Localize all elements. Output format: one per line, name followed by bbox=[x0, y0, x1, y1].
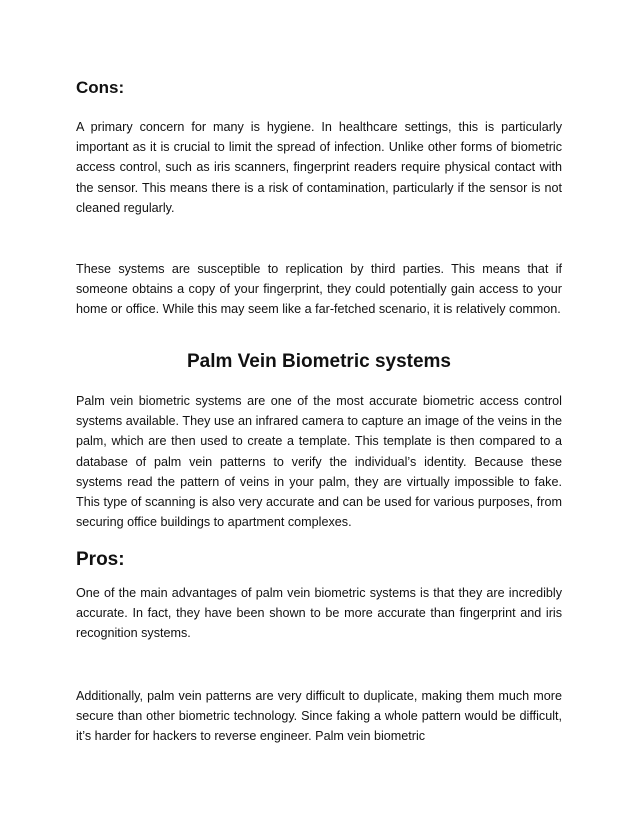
palm-vein-heading: Palm Vein Biometric systems bbox=[186, 351, 451, 372]
cons-paragraph-replication: These systems are susceptible to replication by third parties. This means that if someone obtains a copy of your fingerprint, they could potentially gain access to your home or office. While this may seem like a far-fetched scenario, it is relatively common. bbox=[76, 262, 562, 317]
pros-paragraph-security: Additionally, palm vein patterns are very difficult to duplicate, making them much more secure than other biometric technology. Since faking a whole pattern would be difficult, it’s harder for hackers to reverse engineer. Palm vein biometric bbox=[76, 689, 562, 744]
cons-paragraph-hygiene: A primary concern for many is hygiene. In healthcare settings, this is particularly important as it is crucial to limit the spread of infection. Unlike other forms of biometric access control, such as iris scanners, fingerprint readers require physical contact with the sensor. This means there is a risk of contamination, particularly if the sensor is not cleaned regularly. bbox=[76, 120, 562, 215]
palm-vein-paragraph: Palm vein biometric systems are one of the most accurate biometric access control systems available. They use an infrared camera to capture an image of the veins in the palm, which are then used to create a template. This template is then compared to a database of palm vein patterns to verify the individual’s identity. Because these systems read the pattern of veins in your palm, they are virtually impossible to fake. This type of scanning is also very accurate and can be used for various purposes, from securing office buildings to apartment complexes. bbox=[76, 394, 562, 530]
pros-paragraph-accuracy: One of the main advantages of palm vein biometric systems is that they are incredibly accurate. In fact, they have been shown to be more accurate than fingerprint and iris recognition systems. bbox=[76, 586, 562, 641]
pros-heading: Pros: bbox=[76, 549, 125, 570]
cons-heading: Cons: bbox=[76, 78, 125, 97]
